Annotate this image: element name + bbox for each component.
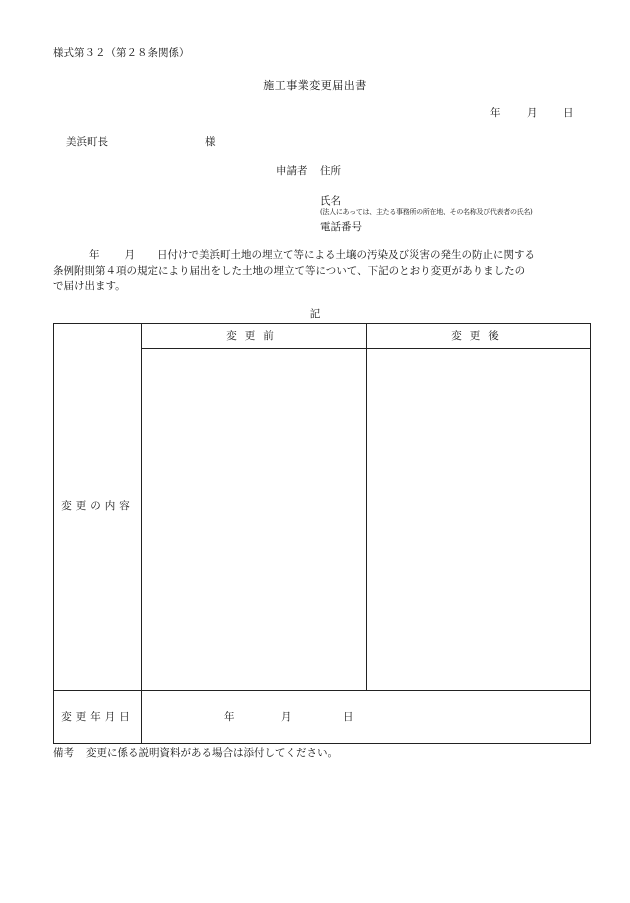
submission-day-label: 日 [563, 107, 574, 119]
form-number: 様式第３２（第２８条関係） [53, 47, 190, 59]
applicant-name-note: (法人にあっては、主たる事務所の所在地、その名称及び代表者の氏名) [320, 208, 533, 216]
body-line-1-text: 日付けで美浜町土地の埋立て等による土壌の汚染及び災害の発生の防止に関する [157, 249, 535, 261]
body-line-3: で届け出ます。 [53, 280, 126, 292]
change-date-month-label: 月 [281, 711, 292, 723]
before-change-header: 変更前 [226, 330, 282, 342]
change-date-day-label: 日 [343, 711, 354, 723]
ki-marker: 記 [309, 308, 321, 320]
change-content-label: 変更の内容 [61, 500, 134, 512]
addressee-honorific: 様 [205, 136, 216, 148]
submission-month-label: 月 [527, 107, 538, 119]
change-date-field[interactable] [142, 691, 591, 744]
change-date-year-label: 年 [224, 711, 235, 723]
body-year-label: 年 [89, 249, 100, 261]
body-month-label: 月 [124, 249, 135, 261]
after-change-header: 変更後 [451, 330, 507, 342]
body-line-1 [53, 248, 591, 264]
applicant-address-label: 住所 [320, 165, 341, 177]
before-change-field[interactable] [142, 349, 366, 690]
after-change-field[interactable] [367, 349, 591, 690]
applicant-name-label: 氏名 [320, 195, 341, 207]
notification-body [53, 248, 591, 295]
applicant-label: 申請者 [276, 165, 308, 177]
change-date-label: 変更年月日 [61, 711, 134, 723]
change-table [53, 323, 591, 744]
body-line-2: 条例附則第４項の規定により届出をした土地の埋立て等について、下記のとおり変更がありましたの [53, 264, 526, 277]
document-title: 施工事業変更届出書 [263, 79, 367, 92]
applicant-phone-label: 電話番号 [320, 221, 362, 233]
remarks [53, 748, 338, 759]
submission-year-label: 年 [490, 107, 501, 119]
remarks-label: 備考 [53, 747, 74, 759]
remarks-text: 変更に係る説明資料がある場合は添付してください。 [86, 747, 338, 759]
addressee-name: 美浜町長 [66, 136, 108, 148]
